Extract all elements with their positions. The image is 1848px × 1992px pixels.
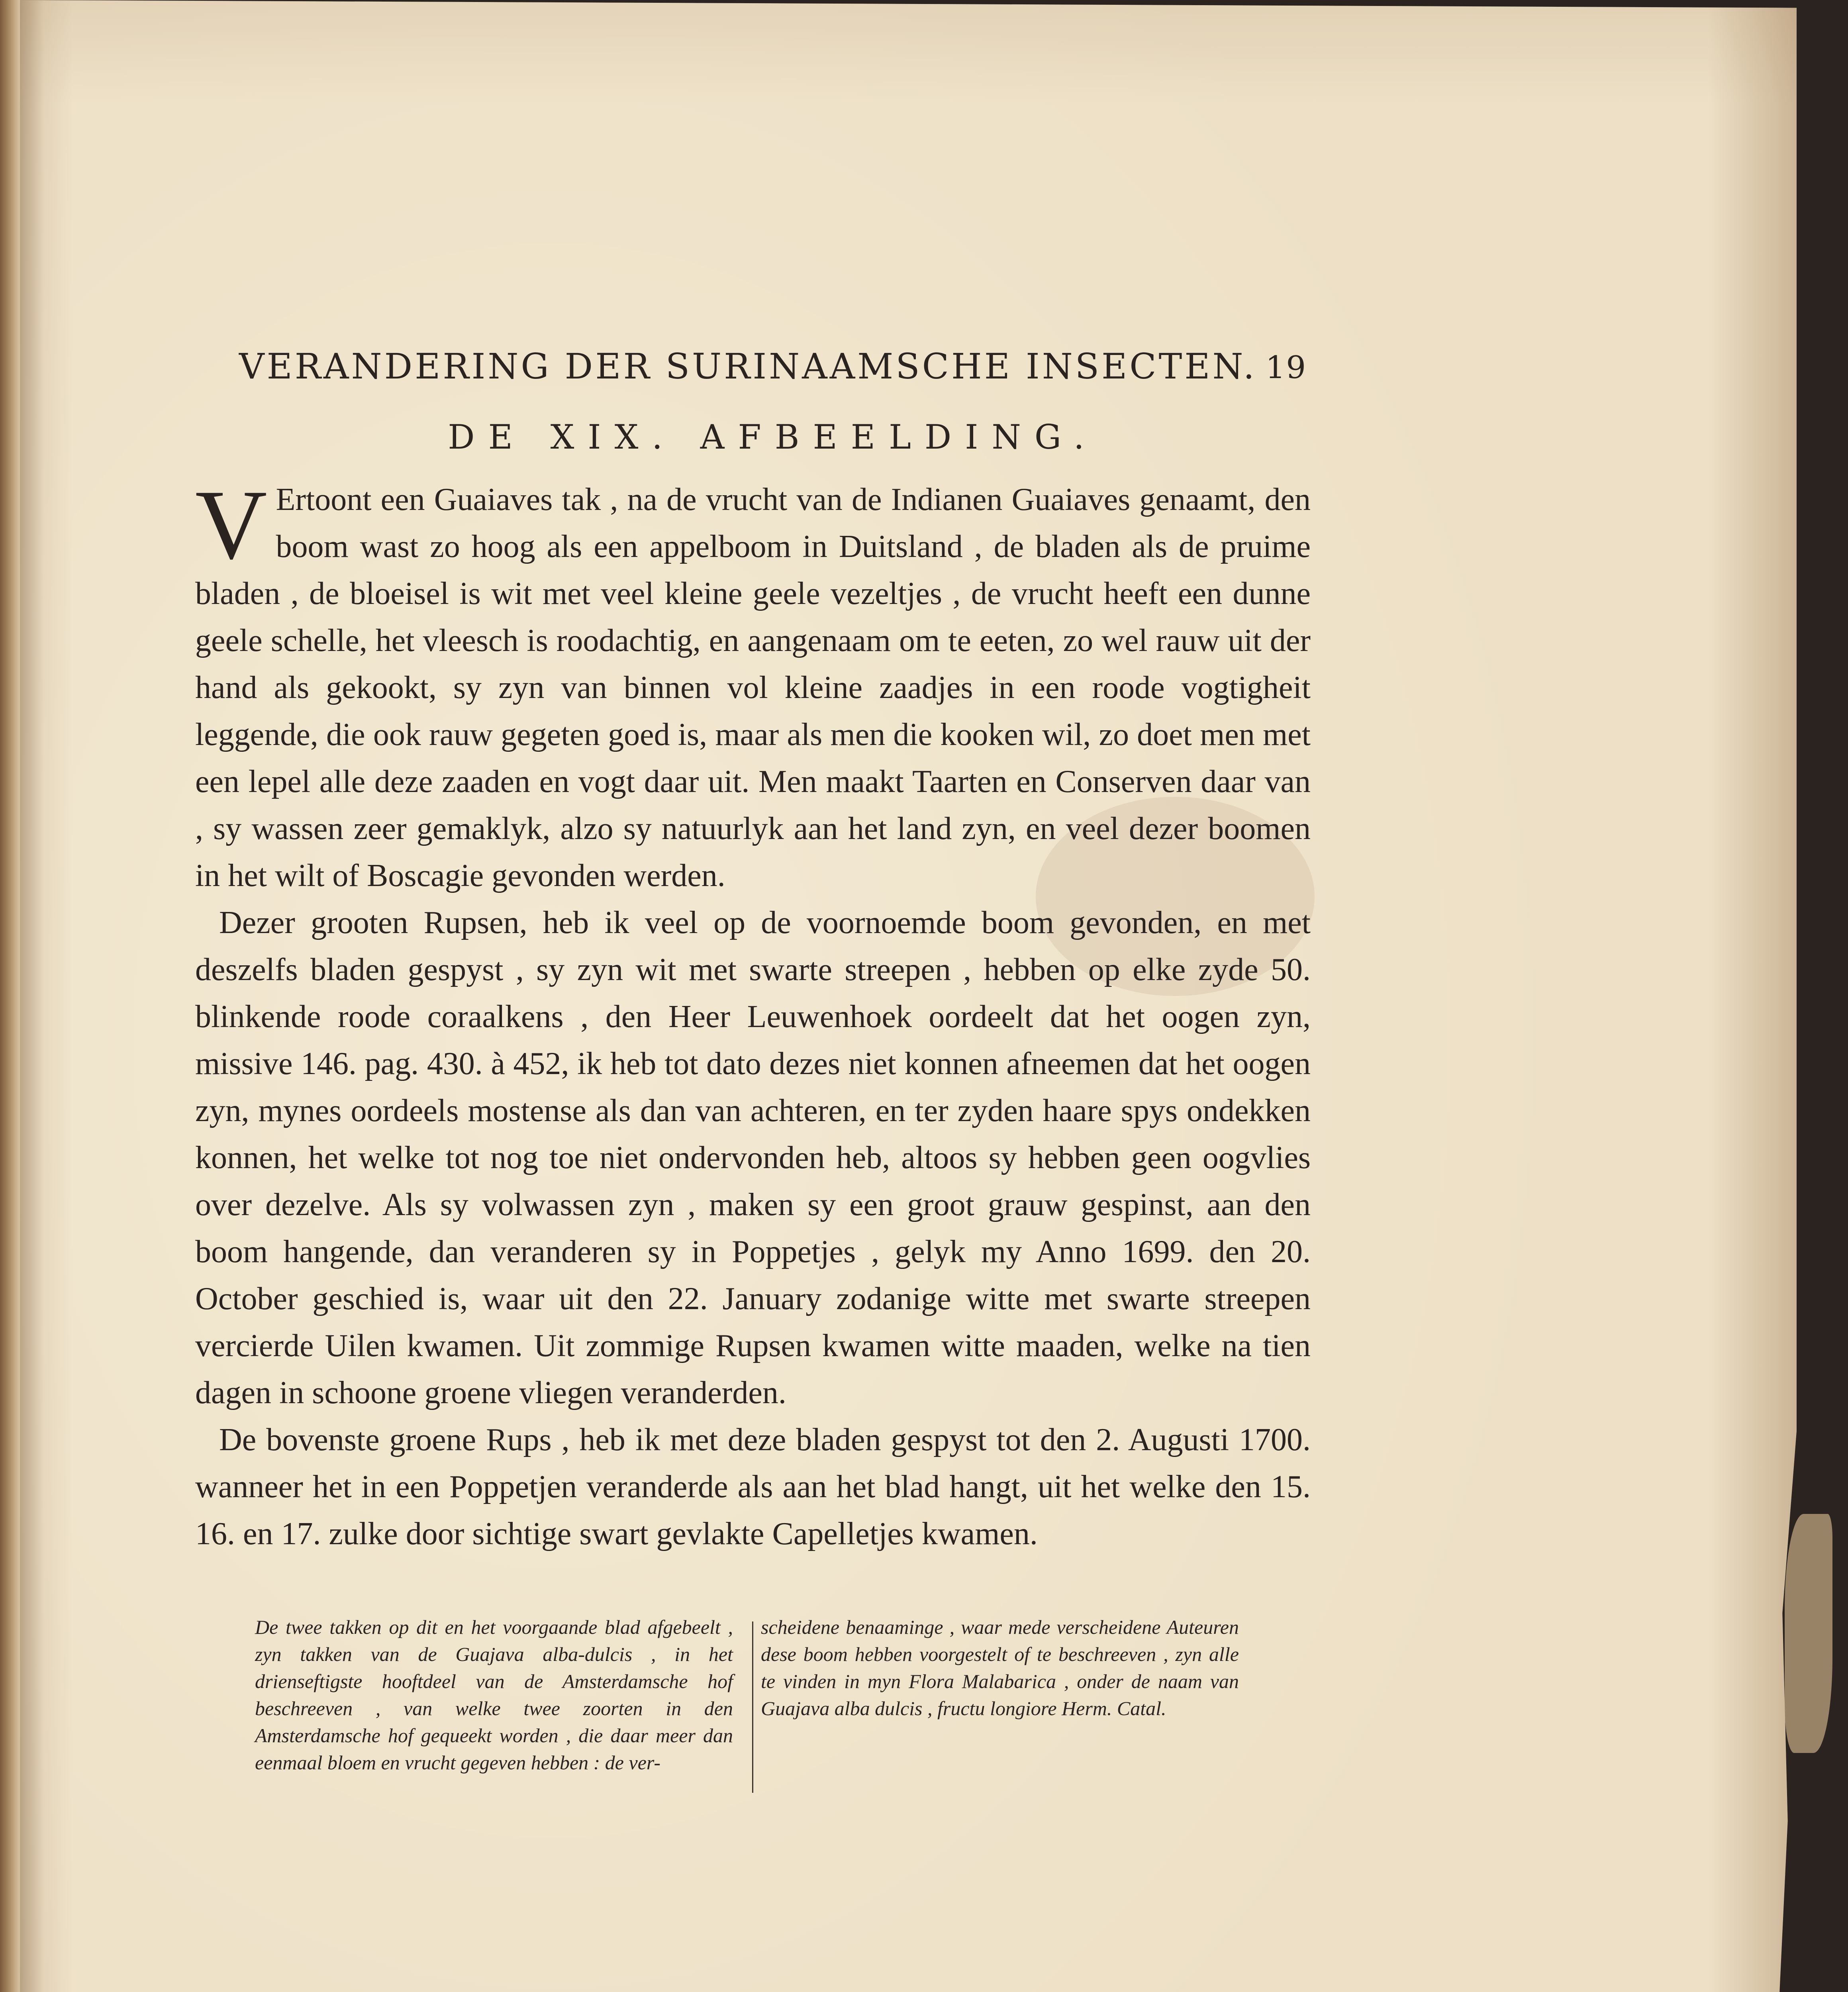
- paragraph-1: [195, 470, 1311, 899]
- page-gutter-shadow: [20, 0, 44, 1992]
- paragraph-2: Dezer grooten Rupsen, heb ik veel op de voornoemde boom gevonden, en met deszelfs bladen gespyst , sy zyn wit met swarte streepen , hebben op elke zyde 50. blinkende roode coraalkens , den Heer Leuwenhoek oordeelt dat het oogen zyn, missive 146. pag. 430. à 452, ik heb tot dato dezes niet konnen afneemen dat het oogen zyn, mynes oordeels mostense als dan van achteren, en ter zyden haare spys ondekken konnen, het welke tot nog toe niet ondervonden heb, altoos sy hebben geen oogvlies over dezelve. Als sy volwassen zyn , maken sy een groot grauw gespinst, aan den boom hangende, dan veranderen sy in Poppetjes , gelyk my Anno 1699. den 20. October geschied is, waar uit den 22. January zodanige witte met swarte streepen vercierde Uilen kwamen. Uit zommige Rupsen kwamen witte maaden, welke na tien dagen in schoone groene vliegen veranderden.: [195, 905, 1311, 1410]
- drop-cap: V: [195, 470, 267, 580]
- plate-heading: DE XIX. AFBEELDING.: [448, 418, 1098, 457]
- paragraph-3: De bovenste groene Rups , heb ik met deze bladen gespyst tot den 2. Augusti 1700. wanneer het in een Poppetjen veranderde als aan het blad hangt, uit het welke den 15. 16. en 17. zulke door sichtige swart gevlakte Capelletjes kwamen.: [195, 1422, 1311, 1551]
- footnote-left-column: De twee takken op dit en het voorgaande blad afgebeelt , zyn takken van de Guajava alba-dulcis , in het drienseftigste hooftdeel van de Amsterdamsche hof beschreeven , van welke twee zoorten in den Amsterdamsche hof gequeekt worden , die daar meer dan eenmaal bloem en vrucht gegeven hebben : de ver-: [255, 1616, 733, 1774]
- page-number: 19: [1265, 350, 1307, 386]
- running-header: [239, 346, 1307, 387]
- previous-page-edge: [0, 0, 20, 1992]
- header-title: VERANDERING DER SURINAAMSCHE INSECTEN.: [239, 346, 1257, 387]
- paragraph-1-text: Ertoont een Guaiaves tak , na de vrucht van de Indianen Guaiaves genaamt, den boom wast zo hoog als een appelboom in Duitsland , de bladen als de pruime bladen , de bloeisel is wit met veel kleine geele vezeltjes , de vrucht heeft een dunne geele schelle, het vleesch is roodachtig, en aangenaam om te eeten, zo wel rauw uit der hand als gekookt, sy zyn van binnen vol kleine zaadjes in een roode vogtigheit leggende, die ook rauw gegeten goed is, maar als men die kooken wil, zo doet men met een lepel alle deze zaaden en vogt daar uit. Men maakt Taarten en Conserven daar van , sy wassen zeer gemaklyk, alzo sy natuurlyk aan het land zyn, en veel dezer boomen in het wilt of Boscagie gevonden werden.: [195, 482, 1311, 893]
- footnotes: [255, 1614, 1255, 1781]
- footnote-right-column: scheidene benaaminge , waar mede verscheidene Auteuren dese boom hebben voorgestelt of te beschreeven , zyn alle te vinden in myn Flora Malabarica , onder de naam van Guajava alba dulcis , fructu longiore Herm. Catal.: [761, 1616, 1239, 1719]
- column-divider: [752, 1621, 753, 1793]
- main-text: [195, 470, 1311, 1557]
- page-edge-wear: [1785, 1514, 1832, 1753]
